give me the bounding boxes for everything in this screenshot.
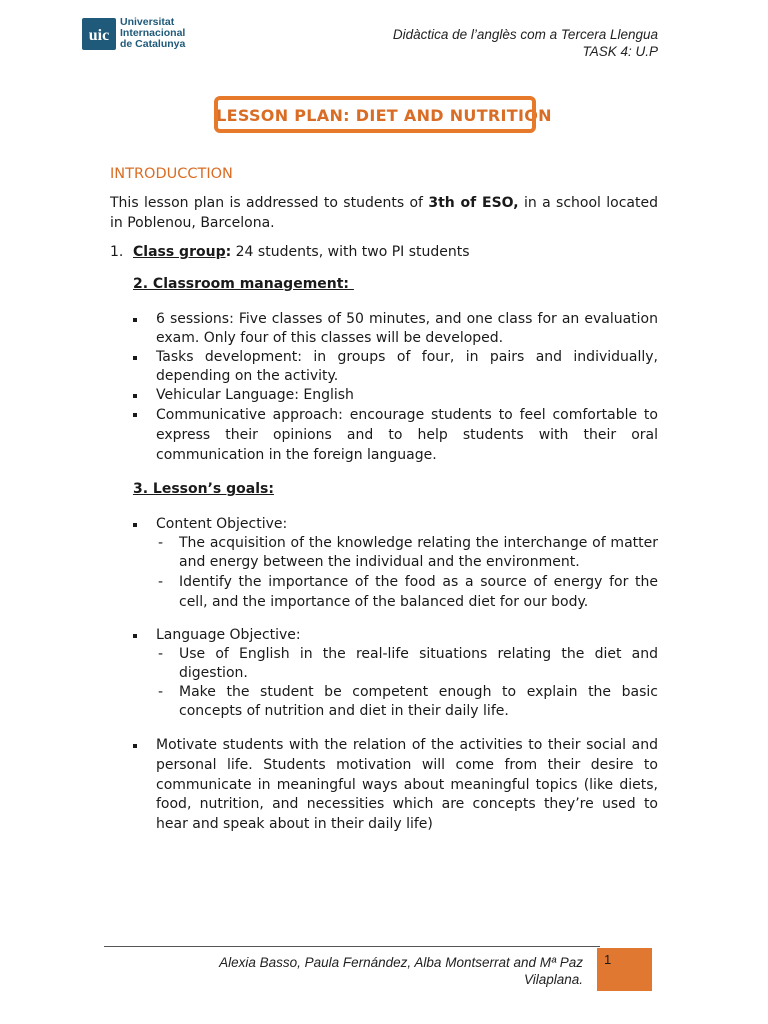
- task-label: TASK 4: U.P: [582, 44, 658, 59]
- classroom-management-heading: 2. Classroom management:: [133, 276, 354, 292]
- language-objective-label: Language Objective:: [156, 627, 301, 643]
- authors-line-2: Vilaplana.: [523, 972, 583, 987]
- class-group-number: 1.: [110, 244, 124, 260]
- title-highlight-box: [214, 96, 536, 133]
- page-title: LESSON PLAN: DIET AND NUTRITION: [216, 106, 552, 125]
- class-group-label: Class group: [133, 244, 226, 260]
- course-name: Didàctica de l’anglès com a Tercera Llengua: [392, 27, 658, 42]
- footer-divider: [104, 946, 600, 947]
- lessons-goals-heading: 3. Lesson’s goals:: [133, 481, 274, 497]
- class-group-item: [110, 242, 658, 262]
- intro-heading: INTRODUCCTION: [110, 166, 233, 182]
- page-number-box: [597, 948, 652, 991]
- logo-line-3: de Catalunya: [120, 38, 186, 50]
- class-group-colon: :: [225, 244, 232, 260]
- content-objective-item: [110, 515, 658, 612]
- list-item: - Make the student be competent enough to explain the basic concepts of nutrition and diet in their daily life.: [156, 683, 658, 721]
- logo-wordmark: [120, 17, 185, 50]
- intro-paragraph: [110, 193, 658, 233]
- list-item: Vehicular Language: English: [110, 386, 658, 405]
- document-body: [110, 164, 658, 835]
- list-item: - Identify the importance of the food as a source of energy for the cell, and the importance of the balanced diet for our body.: [156, 572, 658, 612]
- uic-logo: [82, 17, 185, 50]
- logo-mark-text: uic: [88, 26, 110, 44]
- language-objective-list: [110, 626, 658, 721]
- list-item: - Use of English in the real-life situations relating the diet and digestion.: [156, 645, 658, 683]
- class-group-list: [110, 242, 658, 262]
- content-objective-label: Content Objective:: [156, 516, 288, 532]
- page-number: 1: [604, 952, 612, 967]
- list-item: Communicative approach: encourage students to feel comfortable to express their opinions and to help students with their oral communication in the foreign language.: [110, 405, 658, 465]
- classroom-management-list: [110, 310, 658, 465]
- motivation-list: [110, 736, 658, 835]
- list-item: 6 sessions: Five classes of 50 minutes, and one class for an evaluation exam. Only four of this classes will be developed.: [110, 310, 658, 348]
- intro-text-before: This lesson plan is addressed to students of: [110, 195, 429, 211]
- logo-line-2: Internacional: [120, 27, 186, 39]
- language-objective-sublist: [156, 645, 658, 721]
- intro-text-bold: 3th of ESO,: [428, 195, 519, 211]
- intro-text-after: in a school located in Poblenou, Barcelona.: [110, 195, 659, 231]
- content-objective-sublist: [156, 534, 658, 612]
- logo-line-1: Universitat: [120, 16, 175, 28]
- footer-authors: [219, 954, 583, 988]
- authors-line-1: Alexia Basso, Paula Fernández, Alba Montserrat and Mª Paz: [219, 955, 583, 970]
- header-course-info: [393, 26, 658, 60]
- uic-logo-icon: [82, 18, 116, 50]
- motivation-item: Motivate students with the relation of the activities to their social and personal life. Students motivation will come from their desire to communicate in meaningful ways about meaningful topics (like diets, food, nutrition, and necessities which are concepts they’re used to hear and speak about in their daily life): [110, 736, 658, 835]
- list-item: Tasks development: in groups of four, in pairs and individually, depending on the activity.: [110, 348, 658, 386]
- content-objective-list: [110, 515, 658, 612]
- class-group-text: 24 students, with two PI students: [231, 244, 470, 260]
- language-objective-item: [110, 626, 658, 721]
- list-item: - The acquisition of the knowledge relating the interchange of matter and energy between the individual and the environment.: [156, 534, 658, 572]
